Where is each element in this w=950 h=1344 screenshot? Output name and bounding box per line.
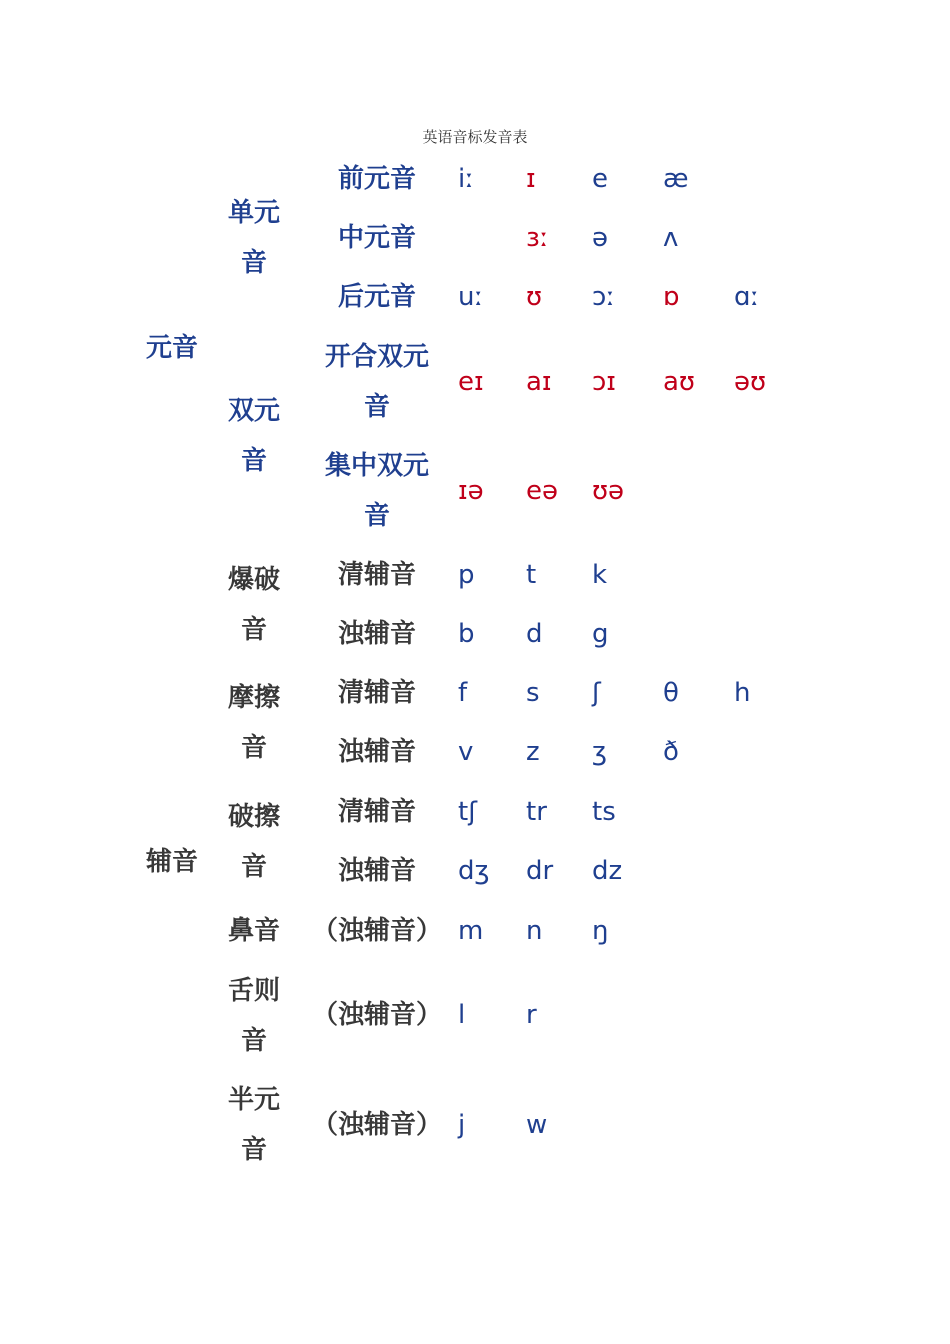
symbol: aʊ [663, 367, 695, 397]
diphthongs-label [218, 386, 290, 486]
symbol: ɒ [663, 282, 680, 312]
group-label-line2: 音 [240, 733, 267, 763]
group-label-line1: 半元 [227, 1085, 280, 1115]
symbol: g [592, 619, 609, 649]
symbol: ʊ [526, 282, 543, 312]
page-title: 英语音标发音表 [422, 128, 528, 146]
symbol: eə [526, 476, 558, 506]
symbol: ɜː [526, 223, 549, 253]
group-label-line1: 爆破 [227, 565, 280, 595]
monophthongs-label-line1: 单元 [227, 198, 280, 228]
symbol: n [526, 916, 543, 946]
diphthongs-label-line2: 音 [240, 446, 267, 476]
symbol: p [458, 560, 475, 590]
group-label-line1: 摩擦 [227, 683, 280, 713]
group-label-plosives [218, 555, 290, 655]
symbol: r [526, 1000, 537, 1030]
symbol: v [458, 737, 474, 767]
symbol: l [458, 1000, 466, 1030]
symbol: tr [526, 797, 547, 827]
monophthongs-label [218, 188, 290, 288]
sub-label-voiced-paren: （浊辅音） [312, 1110, 443, 1140]
sub-label-voiceless: 清辅音 [337, 678, 416, 708]
sub-label-voiced: 浊辅音 [337, 737, 416, 767]
group-label-line1: 舌则 [227, 976, 280, 1006]
sub-label-line1: 开合双元 [324, 342, 429, 372]
symbol: dz [592, 856, 623, 886]
symbol: t [526, 560, 537, 590]
vowels-label: 元音 [145, 333, 198, 363]
symbol: dʒ [458, 856, 490, 886]
symbol: aɪ [526, 367, 552, 397]
sub-label-line2: 音 [363, 392, 390, 422]
symbol: ts [592, 797, 616, 827]
symbol: ʊə [592, 476, 625, 506]
sub-label-voiced: 浊辅音 [337, 856, 416, 886]
symbol: j [458, 1110, 466, 1140]
sub-label-centering-diphthong [317, 441, 437, 541]
symbol: ɑː [734, 282, 760, 312]
sub-label-back: 后元音 [337, 282, 416, 312]
symbol: h [734, 678, 751, 708]
sub-label-line1: 集中双元 [324, 451, 429, 481]
sub-label-voiced-paren: （浊辅音） [312, 916, 443, 946]
sub-label-line2: 音 [363, 501, 390, 531]
group-label-line2: 音 [240, 1135, 267, 1165]
symbol: s [526, 678, 540, 708]
symbol: m [458, 916, 484, 946]
group-label-line1: 破擦 [227, 802, 280, 832]
symbol: z [526, 737, 540, 767]
sub-label-voiceless: 清辅音 [337, 560, 416, 590]
symbol: ʌ [663, 223, 679, 253]
symbol: ð [663, 737, 679, 767]
symbol: d [526, 619, 543, 649]
symbol: ɔː [592, 282, 616, 312]
group-label-line2: 音 [240, 852, 267, 882]
diphthongs-label-line1: 双元 [227, 396, 280, 426]
symbol: ŋ [592, 916, 609, 946]
symbol: ʒ [592, 737, 608, 767]
symbol: ɪ [526, 164, 536, 194]
symbol: eɪ [458, 367, 484, 397]
symbol: tʃ [458, 797, 477, 827]
symbol: ə [592, 223, 608, 253]
symbol: ɪə [458, 476, 484, 506]
group-label-semivowels [218, 1075, 290, 1175]
sub-label-central: 中元音 [337, 223, 416, 253]
sub-label-voiced-paren: （浊辅音） [312, 1000, 443, 1030]
symbol: e [592, 164, 608, 194]
consonants-label: 辅音 [145, 847, 198, 877]
group-label-affricates [218, 792, 290, 892]
symbol: uː [458, 282, 484, 312]
symbol: dr [526, 856, 554, 886]
symbol: b [458, 619, 475, 649]
group-label-line2: 音 [240, 1026, 267, 1056]
symbol: iː [458, 164, 474, 194]
symbol: ʃ [592, 678, 601, 708]
group-label-fricatives [218, 673, 290, 773]
group-label-line2: 音 [240, 615, 267, 645]
symbol: w [526, 1110, 548, 1140]
symbol: ɔɪ [592, 367, 616, 397]
sub-label-voiced: 浊辅音 [337, 619, 416, 649]
symbol: æ [663, 164, 689, 194]
symbol: k [592, 560, 608, 590]
monophthongs-label-line2: 音 [240, 248, 267, 278]
symbol: əʊ [734, 367, 767, 397]
sub-label-voiceless: 清辅音 [337, 797, 416, 827]
group-label-laterals [218, 966, 290, 1066]
sub-label-front: 前元音 [337, 164, 416, 194]
symbol: f [458, 678, 468, 708]
symbol: θ [663, 678, 679, 708]
sub-label-closing-diphthong [317, 332, 437, 432]
group-label-nasals: 鼻音 [227, 916, 280, 946]
